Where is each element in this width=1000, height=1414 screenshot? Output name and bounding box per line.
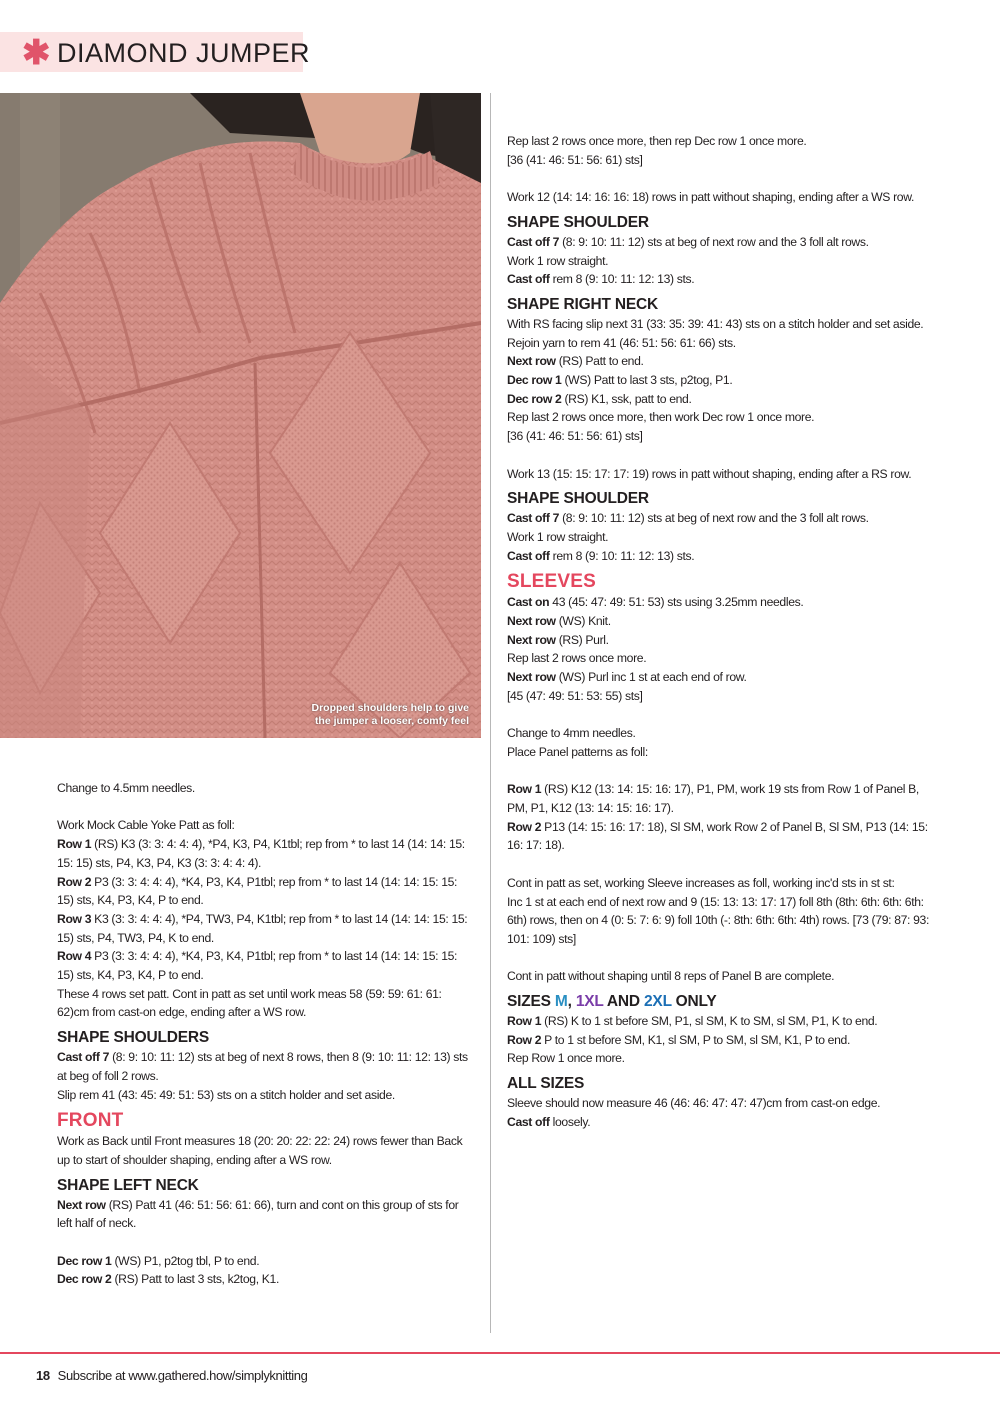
text-line: Place Panel patterns as foll:	[507, 744, 648, 759]
jumper-photo	[0, 93, 481, 738]
text-line: Inc 1 st at each end of next row and 9 (15: 13: 13: 17: 17) foll 8th (8th: 6th: 6th: 6th: 6th) rows, then on 4 (0: 5: 7: 6: 9) foll 10th (-: 8th: 6th: 6th: 4th) rows. [73 (79: 87: 93: 101: 109) sts]	[507, 894, 930, 946]
section-title-front: FRONT	[57, 1110, 124, 1132]
section-heading: SHAPE SHOULDERS	[57, 1029, 210, 1047]
text-line: Cont in patt as set, working Sleeve increases as foll, working inc'd sts in st st:	[507, 875, 895, 890]
section-heading-sizes: SIZES M, 1XL AND 2XL ONLY	[507, 993, 717, 1011]
instruction-row: Dec row 2 (RS) Patt to last 3 sts, k2tog, K1.	[57, 1272, 280, 1287]
page-title: DIAMOND JUMPER	[57, 38, 311, 68]
section-heading: SHAPE SHOULDER	[507, 213, 649, 231]
instruction-row: Row 2 P to 1 st before SM, K1, sl SM, P to SM, sl SM, K1, P to end.	[507, 1032, 851, 1047]
asterisk-icon: ✱	[22, 34, 51, 72]
instruction-row: Cast off rem 8 (9: 10: 11: 12: 13) sts.	[507, 272, 695, 287]
footer	[36, 1368, 307, 1383]
text-line: Work Mock Cable Yoke Patt as foll:	[57, 818, 235, 833]
text-line: Work as Back until Front measures 18 (20: 20: 22: 22: 24) rows fewer than Back up to start of shoulder shaping, ending after a WS row.	[57, 1134, 463, 1167]
text-line: Work 1 row straight.	[507, 253, 609, 268]
instruction-row: Next row (RS) Purl.	[507, 632, 609, 647]
column-divider	[490, 93, 491, 1333]
section-heading: SHAPE RIGHT NECK	[507, 295, 658, 313]
text-line: Change to 4mm needles.	[507, 726, 636, 741]
instruction-row: Cast off rem 8 (9: 10: 11: 12: 13) sts.	[507, 548, 695, 563]
right-column	[507, 132, 932, 1132]
text-line: Sleeve should now measure 46 (46: 46: 47: 47: 47)cm from cast-on edge.	[507, 1096, 881, 1111]
page-number: 18	[36, 1368, 50, 1383]
instruction-row: Row 1 (RS) K3 (3: 3: 4: 4: 4), *P4, K3, P4, K1tbl; rep from * to last 14 (14: 14: 15: 15: 15) sts, P4, K3, P4, K3 (3: 3: 4: 4: 4).	[57, 837, 465, 870]
instruction-row: Cast off loosely.	[507, 1114, 591, 1129]
instruction-row: Row 1 (RS) K12 (13: 14: 15: 16: 17), P1, PM, work 19 sts from Row 1 of Panel B, PM, P1, K12 (13: 14: 15: 16: 17).	[507, 782, 919, 816]
section-title-sleeves: SLEEVES	[507, 571, 597, 593]
instruction-row: Dec row 2 (RS) K1, ssk, patt to end.	[507, 391, 692, 406]
instruction-row: Cast on 43 (45: 47: 49: 51: 53) sts using 3.25mm needles.	[507, 595, 804, 610]
stitch-count: [36 (41: 46: 51: 56: 61) sts]	[507, 152, 643, 167]
instruction-row: Row 4 P3 (3: 3: 4: 4: 4), *K4, P3, K4, P1tbl; rep from * to last 14 (14: 14: 15: 15: 15) sts, K4, P3, K4, P to end.	[57, 949, 458, 983]
instruction-row: Cast off 7 (8: 9: 10: 11: 12) sts at beg of next 8 rows, then 8 (9: 10: 11: 12: 13) sts at beg of foll 2 rows.	[57, 1050, 468, 1083]
text-line: With RS facing slip next 31 (33: 35: 39: 41: 43) sts on a stitch holder and set aside. Rejoin yarn to rem 41 (46: 51: 56: 61: 66) sts.	[507, 316, 924, 350]
section-heading: ALL SIZES	[507, 1075, 585, 1093]
instruction-row: Cast off 7 (8: 9: 10: 11: 12) sts at beg of next row and the 3 foll alt rows.	[507, 234, 869, 249]
text-line: Slip rem 41 (43: 45: 49: 51: 53) sts on a stitch holder and set aside.	[57, 1087, 395, 1102]
instruction-row: Row 3 K3 (3: 3: 4: 4: 4), *P4, TW3, P4, K1tbl; rep from * to last 14 (14: 14: 15: 15: 15) sts, P4, TW3, P4, K to end.	[57, 911, 468, 945]
instruction-row: Row 2 P3 (3: 3: 4: 4: 4), *K4, P3, K4, P1tbl; rep from * to last 14 (14: 14: 15: 15: 15) sts, K4, P3, K4, P to end.	[57, 874, 458, 908]
stitch-count: [45 (47: 49: 51: 53: 55) sts]	[507, 688, 643, 703]
text-line: These 4 rows set patt. Cont in patt as set until work meas 58 (59: 59: 61: 61: 62)cm from cast-on edge, ending after a WS row.	[57, 986, 442, 1020]
instruction-row: Row 1 (RS) K to 1 st before SM, P1, sl SM, K to SM, sl SM, P1, K to end.	[507, 1014, 878, 1029]
section-heading: SHAPE LEFT NECK	[57, 1176, 199, 1194]
stitch-count: [36 (41: 46: 51: 56: 61) sts]	[507, 429, 643, 444]
section-heading: SHAPE SHOULDER	[507, 490, 649, 508]
jumper-photo-illustration	[0, 93, 481, 738]
instruction-row: Dec row 1 (WS) Patt to last 3 sts, p2tog, P1.	[507, 373, 733, 388]
text-line: Change to 4.5mm needles.	[57, 781, 195, 795]
text-line: Work 13 (15: 15: 17: 17: 19) rows in patt without shaping, ending after a RS row.	[507, 466, 912, 481]
text-line: Work 12 (14: 14: 16: 16: 18) rows in patt without shaping, ending after a WS row.	[507, 190, 915, 205]
left-column	[57, 779, 475, 1289]
text-line: Rep Row 1 once more.	[507, 1051, 625, 1066]
text-line: Work 1 row straight.	[507, 529, 609, 544]
text-line: Rep last 2 rows once more, then work Dec row 1 once more.	[507, 410, 815, 425]
instruction-row: Next row (RS) Patt 41 (46: 51: 56: 61: 66), turn and cont on this group of sts for left half of neck.	[57, 1197, 459, 1231]
subscribe-link[interactable]: Subscribe at www.gathered.how/simplyknitting	[57, 1368, 308, 1383]
instruction-row: Next row (WS) Knit.	[507, 614, 611, 629]
instruction-row: Cast off 7 (8: 9: 10: 11: 12) sts at beg of next row and the 3 foll alt rows.	[507, 511, 869, 526]
instruction-row: Row 2 P13 (14: 15: 16: 17: 18), Sl SM, work Row 2 of Panel B, Sl SM, P13 (14: 15: 16: 17: 18).	[507, 819, 928, 853]
instruction-row: Next row (RS) Patt to end.	[507, 354, 644, 369]
footer-rule	[0, 1352, 1000, 1354]
instruction-row: Dec row 1 (WS) P1, p2tog tbl, P to end.	[57, 1253, 260, 1268]
instruction-row: Next row (WS) Purl inc 1 st at each end of row.	[507, 670, 747, 685]
text-line: Rep last 2 rows once more, then rep Dec row 1 once more.	[507, 134, 807, 148]
text-line: Rep last 2 rows once more.	[507, 651, 647, 666]
photo-caption: Dropped shoulders help to give the jumper a looser, comfy feel	[311, 702, 469, 727]
text-line: Cont in patt without shaping until 8 reps of Panel B are complete.	[507, 969, 835, 984]
